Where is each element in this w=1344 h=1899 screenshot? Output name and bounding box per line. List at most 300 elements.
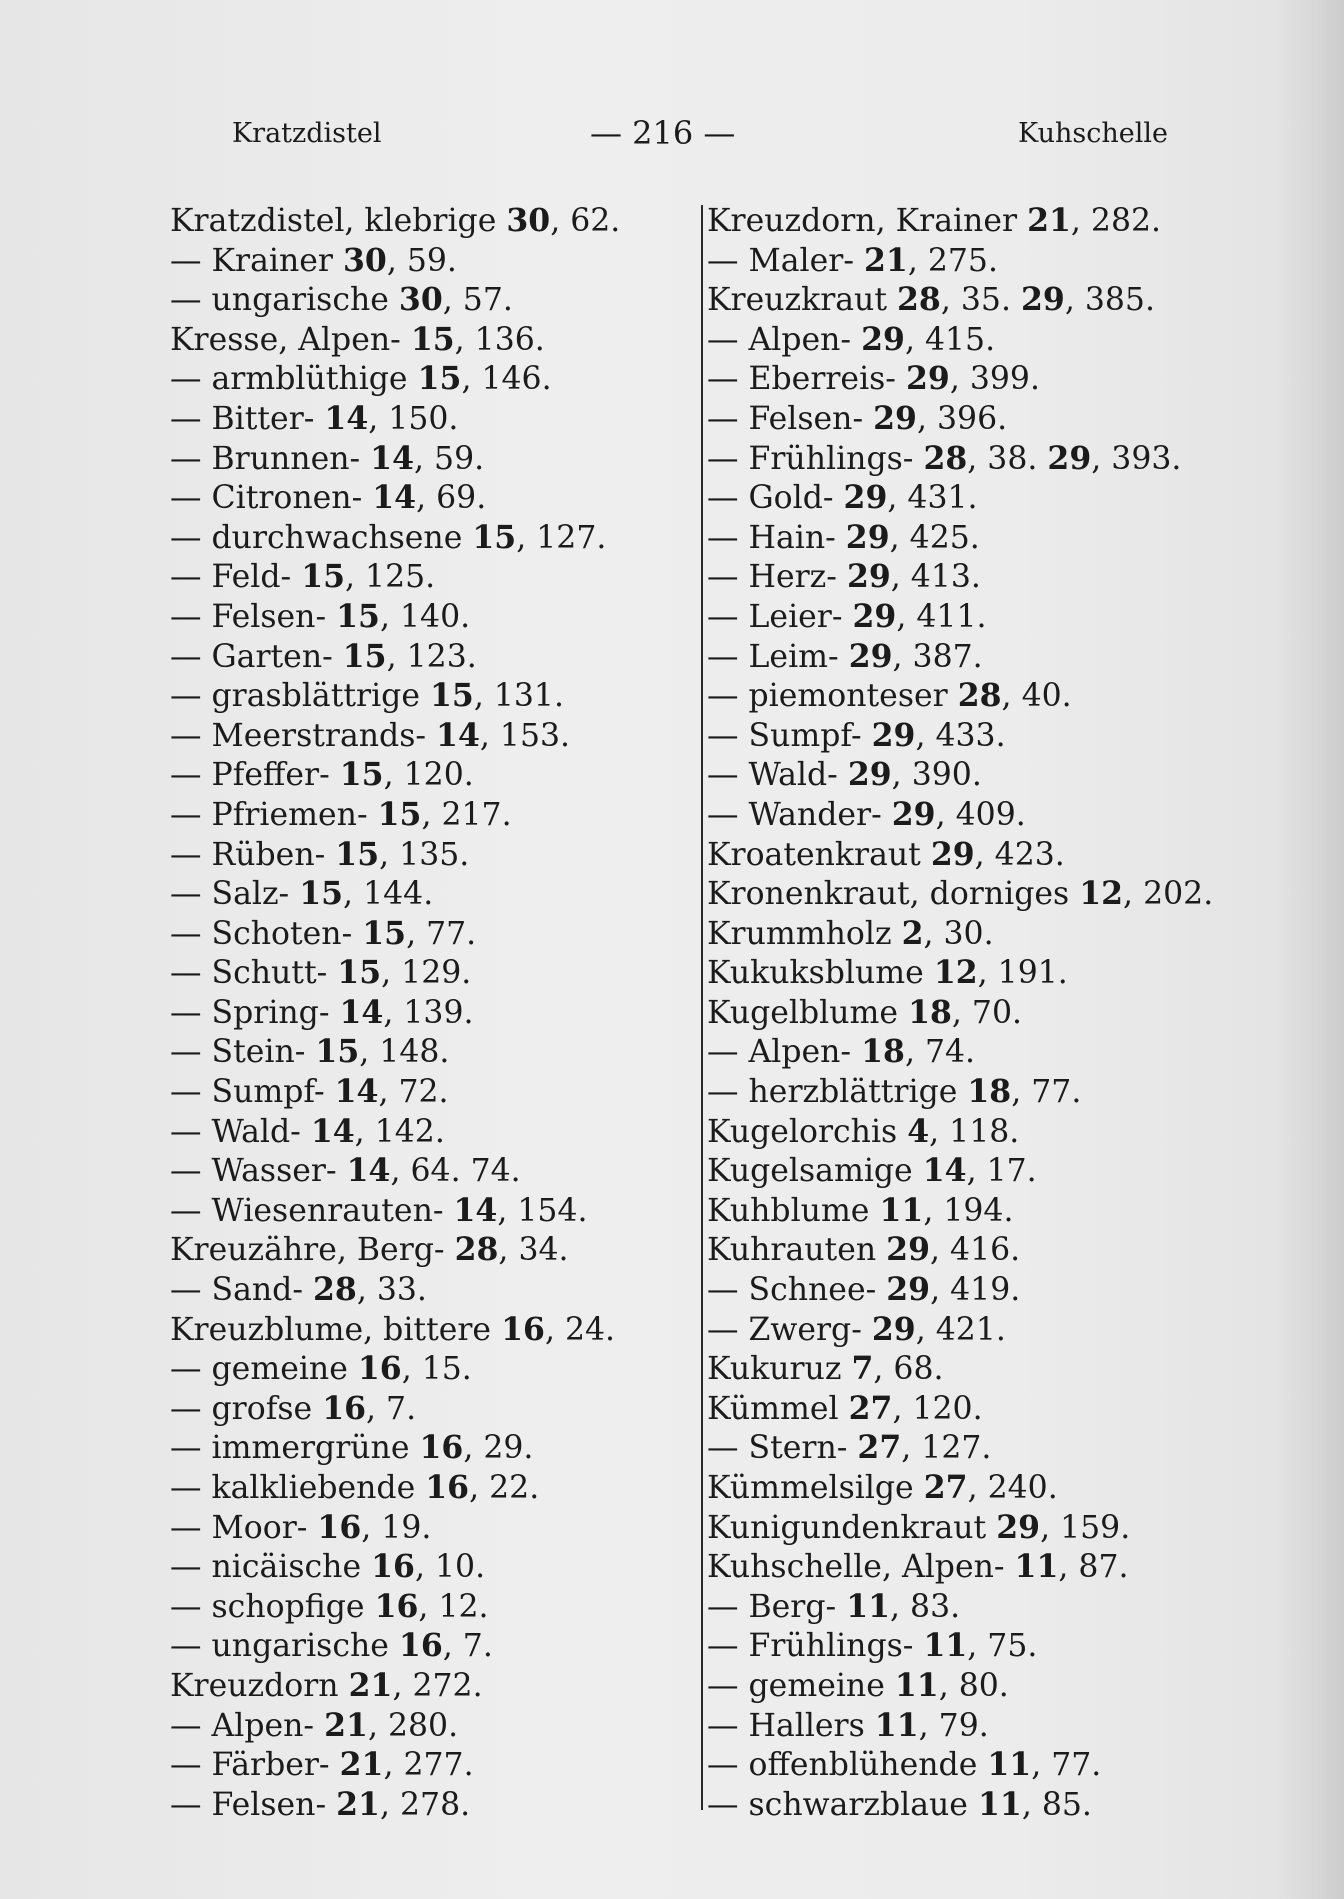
entry-volume: 14: [370, 439, 415, 477]
index-entry: [707, 1468, 1213, 1508]
entry-term: — Felsen-: [170, 598, 337, 635]
entry-volume: 27: [848, 1389, 893, 1427]
index-entry: [170, 1508, 620, 1548]
entry-page: , 7.: [442, 1628, 493, 1665]
entry-page: , 148.: [359, 1034, 450, 1071]
entry-page: , 17.: [966, 1153, 1037, 1190]
entry-page: , 127.: [516, 519, 607, 556]
entry-term: Kroatenkraut: [707, 836, 931, 873]
entry-page: , 77.: [1011, 1074, 1082, 1111]
entry-page: , 421.: [915, 1311, 1006, 1348]
index-entry: [707, 518, 1213, 558]
index-entry: [170, 676, 620, 716]
entry-volume: 21: [348, 1666, 393, 1704]
entry-page: , 69.: [416, 480, 487, 517]
entry-volume: 29: [871, 1310, 916, 1348]
entry-page: , 10.: [414, 1549, 486, 1586]
index-entry: [707, 1151, 1213, 1191]
entry-term: — Wald-: [707, 757, 848, 794]
entry-volume: 11: [987, 1746, 1032, 1784]
entry-volume: 11: [1014, 1548, 1059, 1586]
entry-page: , 12.: [418, 1588, 489, 1625]
entry-page: , 139.: [383, 994, 474, 1031]
entry-page: , 75.: [967, 1628, 1038, 1665]
entry-volume: 18: [861, 1033, 905, 1071]
entry-page: , 194.: [923, 1192, 1014, 1229]
entry-term: — schwarzblaue: [707, 1786, 978, 1823]
index-entry: [707, 399, 1213, 439]
index-entry: [170, 1547, 620, 1587]
entry-page: , 34.: [498, 1232, 569, 1269]
index-entry: [707, 1745, 1213, 1785]
index-entry: [707, 1389, 1213, 1429]
entry-page: , 72.: [378, 1074, 449, 1111]
entry-term: Kronenkraut, dorniges: [707, 876, 1080, 913]
entry-term: Kuhrauten: [707, 1232, 887, 1269]
entry-page: , 396.: [916, 400, 1008, 437]
entry-term: — Bitter-: [170, 400, 325, 437]
entry-page: , 22.: [469, 1470, 540, 1506]
index-entry: [707, 1191, 1213, 1231]
entry-page: , 390.: [891, 757, 982, 794]
entry-volume: 14: [436, 716, 480, 754]
entry-term: Kugelsamige: [707, 1153, 923, 1190]
header-right-keyword: Kuhschelle: [1018, 118, 1168, 149]
entry-volume: 11: [846, 1587, 891, 1625]
entry-page: , 35.: [940, 282, 1021, 319]
entry-volume: 15: [335, 835, 380, 873]
entry-term: — Citronen-: [170, 480, 373, 517]
index-entry: [170, 1230, 620, 1270]
entry-page: , 140.: [379, 598, 471, 635]
index-entry: [707, 1270, 1213, 1310]
entry-volume: 16: [317, 1508, 362, 1546]
entry-volume: 14: [453, 1191, 498, 1229]
entry-term: — Maler-: [707, 242, 864, 279]
entry-term: — Stern-: [707, 1430, 858, 1467]
entry-page: , 278.: [379, 1786, 471, 1823]
entry-term: — Krainer: [170, 242, 343, 279]
entry-term: — Frühlings-: [707, 1628, 924, 1665]
entry-page: , 15.: [401, 1351, 472, 1388]
index-entry: [170, 557, 620, 597]
entry-term: Kreuzdorn: [170, 1667, 349, 1704]
entry-volume: 16: [322, 1389, 367, 1427]
entry-volume: 15: [299, 875, 344, 913]
index-entry: [170, 518, 620, 558]
entry-page: , 30.: [923, 915, 994, 952]
index-entry: [170, 1428, 620, 1468]
entry-volume: 15: [410, 320, 455, 358]
entry-volume: 18: [967, 1073, 1012, 1111]
entry-volume: 14: [922, 1152, 967, 1190]
index-entry: [707, 1428, 1213, 1468]
entry-volume: 14: [334, 1073, 379, 1111]
entry-volume: 27: [857, 1429, 902, 1467]
index-entry: [707, 1112, 1213, 1152]
index-entry: [170, 1310, 620, 1350]
index-entry: [707, 280, 1213, 320]
index-entry: [707, 1706, 1213, 1746]
entry-term: — gemeine: [707, 1667, 895, 1704]
entry-page: , 24.: [544, 1311, 616, 1348]
entry-volume: 16: [357, 1350, 402, 1388]
entry-page: , 275.: [907, 242, 998, 279]
entry-term: Kukuruz: [707, 1351, 852, 1388]
entry-page: , 62.: [550, 203, 621, 239]
entry-volume: 4: [907, 1112, 930, 1150]
index-entry: [170, 597, 620, 637]
column-divider: [701, 205, 703, 1810]
entry-term: — Schnee-: [707, 1272, 887, 1309]
index-entry: [707, 1587, 1213, 1627]
entry-term: — Moor-: [170, 1509, 318, 1546]
entry-volume: 14: [346, 1152, 391, 1190]
entry-volume: 11: [923, 1627, 968, 1665]
entry-volume: 15: [301, 558, 346, 596]
entry-volume: 15: [339, 756, 384, 794]
entry-page: , 33.: [356, 1272, 427, 1309]
entry-page: , 131.: [473, 678, 564, 715]
index-entry: [170, 953, 620, 993]
index-entry: [170, 241, 620, 281]
entry-term: — Feld-: [170, 559, 302, 596]
index-entry: [707, 557, 1213, 597]
entry-volume: 16: [419, 1429, 464, 1467]
entry-volume: 29: [871, 716, 916, 754]
index-entry: [707, 1349, 1213, 1389]
entry-volume: 27: [923, 1469, 968, 1506]
entry-term: — nicäische: [170, 1549, 372, 1586]
entry-volume: 12: [1079, 875, 1124, 913]
entry-page: , 423.: [974, 836, 1065, 873]
entry-page: , 80.: [938, 1667, 1009, 1704]
index-entry: [170, 1072, 620, 1112]
index-entry: [170, 1151, 620, 1191]
entry-page: , 416.: [930, 1232, 1021, 1269]
entry-term: — Eberreis-: [707, 361, 906, 398]
entry-page: , 385.: [1064, 282, 1155, 319]
index-entry: [707, 1785, 1213, 1825]
entry-volume: 29: [843, 479, 888, 517]
index-entry: [170, 280, 620, 320]
index-entry: [170, 359, 620, 399]
index-entry: [170, 1785, 620, 1825]
index-entry: [707, 1666, 1213, 1706]
index-entry: [707, 676, 1213, 716]
index-entry: [170, 637, 620, 677]
entry-term: — Felsen-: [170, 1786, 337, 1823]
entry-page: , 413.: [890, 559, 981, 596]
entry-term: — Färber-: [170, 1747, 340, 1784]
index-entry: [170, 320, 620, 360]
index-column-right: [707, 201, 1213, 1824]
entry-volume: 15: [337, 954, 382, 992]
entry-page: , 144.: [343, 876, 434, 913]
entry-term: — gemeine: [170, 1351, 358, 1388]
entry-volume: 29: [873, 399, 917, 437]
entry-term: Kresse, Alpen-: [170, 321, 411, 358]
entry-page: , 77.: [1031, 1747, 1102, 1784]
entry-page: , 59.: [414, 440, 485, 477]
entry-page: , 79.: [918, 1707, 989, 1744]
entry-term: — Rüben-: [170, 836, 336, 873]
index-entry: [707, 993, 1213, 1033]
entry-page: , 431.: [887, 480, 978, 517]
index-entry: [170, 201, 620, 241]
entry-term: — Wasser-: [170, 1153, 347, 1190]
entry-volume: 28: [923, 439, 968, 477]
entry-page: , 425.: [889, 519, 980, 556]
index-entry: [170, 439, 620, 479]
entry-page: , 59.: [386, 242, 457, 279]
index-entry: [707, 835, 1213, 875]
index-entry: [170, 1468, 620, 1508]
entry-page: , 415.: [904, 321, 996, 358]
index-entry: [707, 755, 1213, 795]
index-entry: [170, 1389, 620, 1429]
entry-page: , 191.: [977, 955, 1068, 992]
entry-volume: 29: [886, 1271, 931, 1309]
entry-term: Kreuzähre, Berg-: [170, 1232, 455, 1269]
entry-term: — Schutt-: [170, 955, 338, 992]
entry-volume: 29: [845, 518, 890, 556]
entry-page: , 411.: [896, 598, 987, 635]
entry-volume: 29: [1047, 439, 1092, 477]
entry-page: , 202.: [1123, 876, 1214, 913]
entry-volume: 29: [996, 1508, 1041, 1546]
entry-page: , 40.: [1001, 678, 1072, 715]
entry-term: — Brunnen-: [170, 440, 371, 477]
index-entry: [170, 1032, 620, 1072]
index-entry: [707, 1547, 1213, 1587]
entry-term: Kümmelsilge: [707, 1470, 924, 1506]
index-entry: [707, 1310, 1213, 1350]
entry-volume: 11: [874, 1706, 919, 1744]
entry-term: Kreuzkraut: [707, 282, 897, 319]
entry-page: , 409.: [935, 796, 1026, 833]
entry-volume: 28: [454, 1231, 499, 1269]
entry-page: , 123.: [386, 638, 477, 675]
index-entry: [170, 399, 620, 439]
entry-page: , 399.: [949, 361, 1040, 398]
entry-volume: 2: [901, 914, 924, 952]
entry-volume: 28: [957, 677, 1002, 715]
entry-term: — ungarische: [170, 282, 399, 319]
index-entry: [170, 1745, 620, 1785]
entry-volume: 29: [905, 360, 950, 398]
entry-term: — Zwerg-: [707, 1311, 872, 1348]
entry-term: — ungarische: [170, 1628, 399, 1665]
entry-term: — Sumpf-: [707, 717, 872, 754]
entry-volume: 18: [908, 993, 952, 1031]
entry-volume: 15: [362, 914, 407, 952]
entry-term: — Wiesenrauten-: [170, 1192, 454, 1229]
index-entry: [170, 874, 620, 914]
entry-term: — Herz-: [707, 559, 847, 596]
entry-volume: 14: [372, 479, 417, 517]
entry-page: , 419.: [930, 1272, 1021, 1309]
entry-page: , 277.: [383, 1747, 474, 1784]
entry-page: , 85.: [1021, 1786, 1092, 1823]
index-entry: [707, 1626, 1213, 1666]
entry-volume: 29: [847, 756, 892, 794]
entry-term: — offenblühende: [707, 1747, 988, 1784]
entry-page: , 280.: [367, 1707, 459, 1744]
entry-volume: 29: [886, 1231, 930, 1269]
index-entry: [170, 914, 620, 954]
entry-volume: 12: [933, 954, 978, 992]
entry-volume: 11: [977, 1785, 1022, 1823]
entry-volume: 29: [930, 835, 975, 873]
entry-term: Kukuksblume: [707, 955, 934, 992]
entry-term: — Meerstrands-: [170, 717, 437, 754]
entry-volume: 28: [312, 1271, 357, 1309]
index-entry: [170, 755, 620, 795]
entry-page: , 272.: [392, 1667, 483, 1704]
entry-term: — Sand-: [170, 1272, 313, 1309]
entry-term: — Alpen-: [707, 321, 862, 358]
entry-volume: 29: [852, 597, 897, 635]
entry-volume: 16: [374, 1587, 419, 1625]
entry-volume: 29: [848, 637, 893, 675]
entry-volume: 15: [315, 1033, 360, 1071]
entry-term: Kuhschelle, Alpen-: [707, 1549, 1015, 1586]
entry-page: , 70.: [951, 994, 1023, 1031]
entry-volume: 15: [429, 677, 474, 715]
index-column-left: [170, 201, 620, 1824]
entry-term: Kümmel: [707, 1390, 849, 1427]
entry-volume: 29: [891, 795, 936, 833]
entry-term: Kugelblume: [707, 994, 909, 1031]
entry-page: , 142.: [354, 1113, 445, 1150]
entry-volume: 30: [342, 241, 387, 279]
entry-volume: 14: [324, 399, 369, 437]
index-entry: [170, 1706, 620, 1746]
entry-term: — Wald-: [170, 1113, 311, 1150]
entry-page: , 136.: [454, 321, 545, 358]
entry-term: Krummholz: [707, 915, 902, 952]
entry-volume: 14: [339, 993, 384, 1031]
entry-page: , 29.: [463, 1430, 534, 1467]
index-entry: [707, 953, 1213, 993]
entry-page: , 19.: [361, 1509, 432, 1546]
index-entry: [707, 914, 1213, 954]
entry-term: — schopfige: [170, 1588, 375, 1625]
entry-volume: 29: [861, 320, 905, 358]
entry-volume: 21: [863, 241, 908, 279]
entry-volume: 16: [501, 1310, 545, 1348]
entry-page: , 57.: [442, 282, 513, 319]
index-entry: [170, 835, 620, 875]
entry-page: , 217.: [421, 796, 512, 833]
index-entry: [707, 359, 1213, 399]
entry-page: , 146.: [461, 361, 552, 398]
entry-term: — Salz-: [170, 876, 300, 913]
entry-page: , 127.: [901, 1430, 992, 1467]
entry-page: , 135.: [379, 836, 470, 873]
entry-term: — armblüthige: [170, 361, 418, 398]
index-entry: [170, 1112, 620, 1152]
index-entry: [707, 716, 1213, 756]
entry-volume: 29: [1020, 281, 1065, 319]
index-entry: [707, 637, 1213, 677]
entry-page: , 282.: [1070, 203, 1162, 239]
entry-term: Kunigundenkraut: [707, 1509, 997, 1546]
index-entry: [707, 439, 1213, 479]
entry-volume: 11: [879, 1191, 924, 1229]
entry-term: — piemonteser: [707, 678, 958, 715]
index-entry: [707, 1508, 1213, 1548]
entry-term: — Pfriemen-: [170, 796, 378, 833]
entry-volume: 21: [324, 1706, 368, 1744]
entry-page: , 240.: [967, 1470, 1058, 1506]
entry-volume: 30: [398, 281, 443, 319]
index-entry: [707, 1230, 1213, 1270]
entry-term: Kreuzdorn, Krainer: [707, 203, 1028, 239]
index-entry: [707, 478, 1213, 518]
entry-page: , 7.: [366, 1390, 417, 1427]
entry-page: , 68.: [873, 1351, 944, 1388]
index-entry: [707, 201, 1213, 241]
page-number: — 216 —: [590, 114, 736, 152]
entry-volume: 15: [342, 637, 387, 675]
index-entry: [170, 1587, 620, 1627]
entry-term: — Leier-: [707, 598, 853, 635]
entry-term: — Leim-: [707, 638, 849, 675]
entry-page: , 118.: [929, 1113, 1020, 1150]
entry-volume: 29: [846, 558, 891, 596]
index-entry: [707, 241, 1213, 281]
entry-term: Kuhblume: [707, 1192, 880, 1229]
entry-page: , 64. 74.: [390, 1153, 521, 1190]
entry-volume: 21: [1027, 202, 1071, 239]
entry-term: — Alpen-: [170, 1707, 325, 1744]
entry-page: , 129.: [381, 955, 472, 992]
entry-page: , 38.: [967, 440, 1048, 477]
entry-page: , 159.: [1040, 1509, 1131, 1546]
index-entry: [707, 1032, 1213, 1072]
index-entry: [170, 1191, 620, 1231]
entry-page: , 120.: [892, 1390, 983, 1427]
entry-page: , 77.: [406, 915, 477, 952]
entry-term: — immergrüne: [170, 1430, 420, 1467]
index-entry: [707, 320, 1213, 360]
entry-volume: 16: [398, 1627, 443, 1665]
entry-page: , 387.: [892, 638, 983, 675]
index-entry: [170, 993, 620, 1033]
entry-term: — herzblättrige: [707, 1074, 968, 1111]
index-entry: [170, 795, 620, 835]
entry-volume: 15: [336, 597, 380, 635]
entry-term: Kugelorchis: [707, 1113, 908, 1150]
entry-volume: 21: [339, 1746, 384, 1784]
entry-volume: 14: [310, 1112, 355, 1150]
entry-term: — Hain-: [707, 519, 846, 556]
entry-volume: 21: [336, 1785, 380, 1823]
entry-term: — Sumpf-: [170, 1074, 335, 1111]
entry-term: — Stein-: [170, 1034, 316, 1071]
entry-volume: 11: [894, 1666, 939, 1704]
page-fold-shadow: [1274, 0, 1344, 1899]
index-entry: [170, 1666, 620, 1706]
entry-page: , 83.: [890, 1588, 961, 1625]
index-entry: [707, 795, 1213, 835]
index-entry: [170, 1626, 620, 1666]
index-entry: [170, 1349, 620, 1389]
entry-page: , 153.: [479, 717, 571, 754]
entry-term: — Alpen-: [707, 1034, 862, 1071]
